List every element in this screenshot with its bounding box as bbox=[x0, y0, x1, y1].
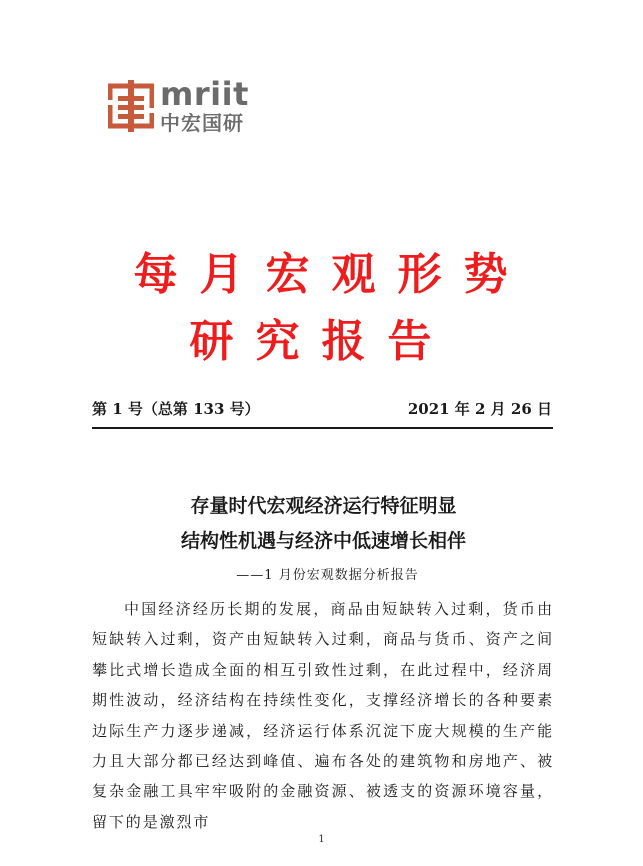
main-title-line-1: 每月宏观形势 bbox=[133, 249, 530, 300]
page-number: 1 bbox=[318, 834, 325, 845]
report-heading-line-1: 存量时代宏观经济运行特征明显 bbox=[190, 495, 457, 517]
issue-number: 第 1 号（总第 133 号） bbox=[92, 400, 260, 418]
report-subtitle: ——1 月份宏观数据分析报告 bbox=[236, 568, 419, 583]
issue-date: 2021 年 2 月 26 日 bbox=[407, 400, 552, 418]
mriit-logo-icon bbox=[108, 80, 154, 132]
issue-info-row bbox=[92, 398, 552, 419]
header-divider bbox=[92, 427, 553, 429]
logo-wordmark-cn: 中宏国研 bbox=[160, 111, 244, 135]
report-heading-line-2: 结构性机遇与经济中低速增长相伴 bbox=[180, 530, 466, 552]
company-logo bbox=[108, 75, 249, 135]
logo-wordmark-en: mriit bbox=[160, 75, 249, 113]
body-paragraph: 中国经济经历长期的发展，商品由短缺转入过剩，货币由短缺转入过剩，资产由短缺转入过剩，商品与货币、资产之间攀比式增长造成全面的相互引致性过剩，在此过程中，经济周期性波动，经济结构在持续性变化，支撑经济增长的各种要素边际生产力逐步递减，经济运行体系沉淀下庞大规模的生产能力且大部分都已经达到峰值、遍布各处的建筑物和房地产、被复杂金融工具牢牢吸附的金融资源、被透支的资源环境容量，留下的是激烈市 bbox=[92, 600, 554, 831]
main-title-line-2: 研究报告 bbox=[189, 316, 454, 367]
